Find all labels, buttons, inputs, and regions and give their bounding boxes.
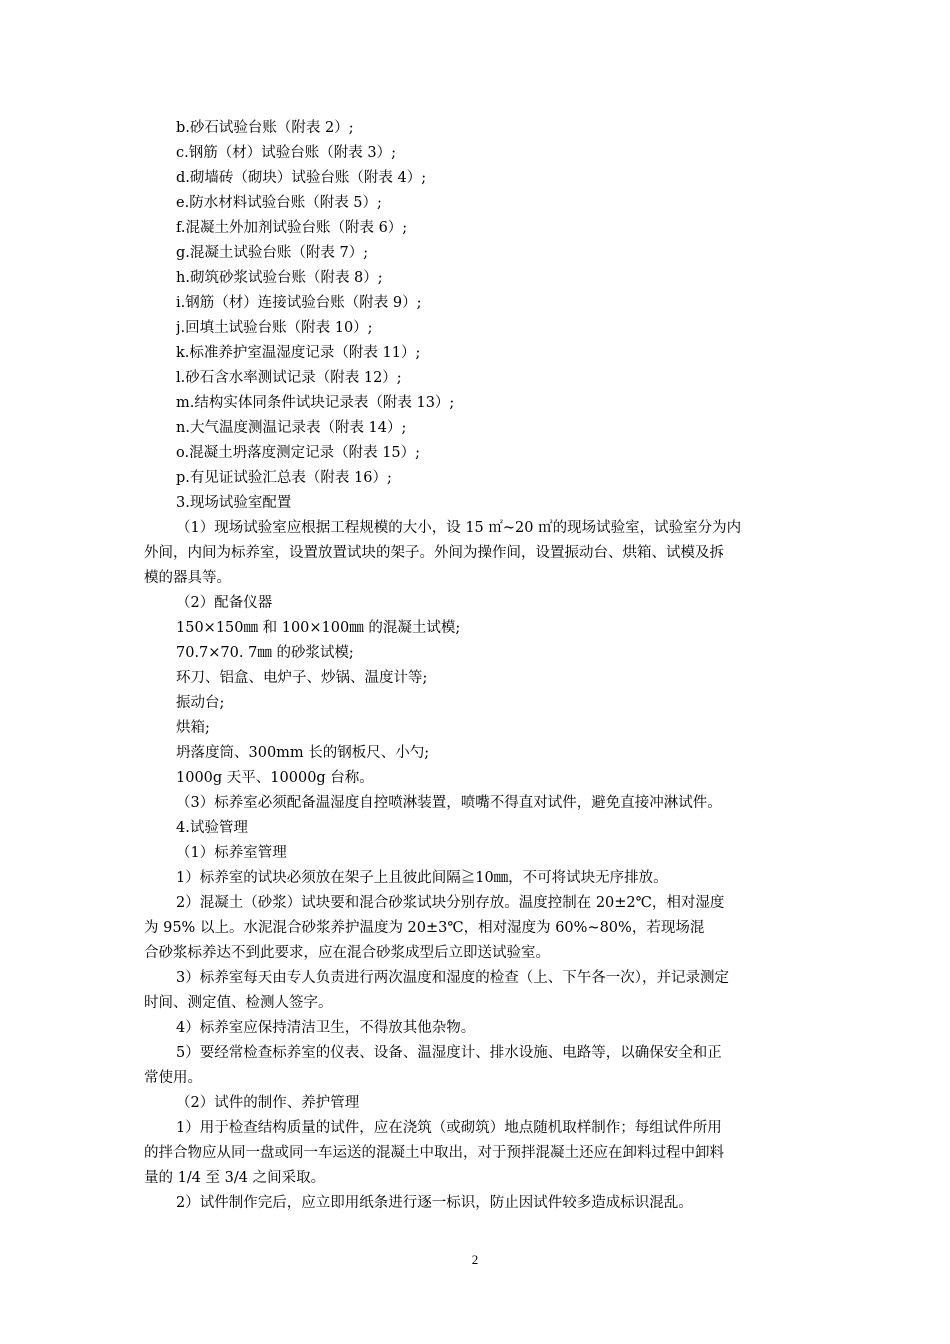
text-line: 时间、测定值、检测人签字。	[144, 995, 333, 1011]
text-line: j.回填土试验台账（附表 10）;	[176, 320, 373, 336]
section-heading: 4.试验管理	[176, 820, 248, 836]
text-line: 的拌合物应从同一盘或同一车运送的混凝土中取出，对于预拌混凝土还应在卸料过程中卸料	[144, 1145, 724, 1161]
subsection-heading: （1）标养室管理	[176, 845, 287, 861]
text-line: 4）标养室应保持清洁卫生，不得放其他杂物。	[176, 1020, 476, 1036]
subsection-heading: （2）试件的制作、养护管理	[176, 1095, 360, 1111]
text-line: 70.7×70. 7㎜ 的砂浆试模;	[176, 645, 354, 661]
text-line: f.混凝土外加剂试验台账（附表 6）;	[176, 220, 408, 236]
page-number: 2	[471, 1252, 479, 1267]
text-line: 坍落度筒、300mm 长的钢板尺、小勺;	[176, 745, 430, 761]
text-line: p.有见证试验汇总表（附表 16）;	[176, 470, 392, 486]
section-heading: 3.现场试验室配置	[176, 495, 292, 511]
text-line: 1000g 天平、10000g 台称。	[176, 770, 374, 786]
text-line: o.混凝土坍落度测定记录（附表 15）;	[176, 445, 421, 461]
text-line: d.砌墙砖（砌块）试验台账（附表 4）;	[176, 170, 427, 186]
text-line: 3）标养室每天由专人负责进行两次温度和湿度的检查（上、下午各一次），并记录测定	[176, 970, 729, 986]
text-line: 合砂浆标养达不到此要求，应在混合砂浆成型后立即送试验室。	[144, 945, 550, 961]
text-line: k.标准养护室温湿度记录（附表 11）;	[176, 345, 421, 361]
text-line: m.结构实体同条件试块记录表（附表 13）;	[176, 395, 455, 411]
text-line: b.砂石试验台账（附表 2）;	[176, 120, 354, 136]
text-line: e.防水材料试验台账（附表 5）;	[176, 195, 382, 211]
text-line: c.钢筋（材）试验台账（附表 3）;	[176, 145, 396, 161]
subsection-heading: （2）配备仪器	[176, 595, 273, 611]
text-line: 2）混凝土（砂浆）试块要和混合砂浆试块分别存放。温度控制在 20±2℃，相对湿度	[176, 895, 725, 911]
text-line: 1）用于检查结构质量的试件，应在浇筑（或砌筑）地点随机取样制作；每组试件所用	[176, 1120, 722, 1136]
text-line: 150×150㎜ 和 100×100㎜ 的混凝土试模;	[176, 620, 461, 636]
text-line: 外间，内间为标养室，设置放置试块的架子。外间为操作间，设置振动台、烘箱、试模及拆	[144, 545, 724, 561]
text-line: 量的 1/4 至 3/4 之间采取。	[144, 1170, 326, 1186]
text-line: 5）要经常检查标养室的仪表、设备、温湿度计、排水设施、电路等，以确保安全和正	[176, 1045, 722, 1061]
text-line: 振动台;	[176, 695, 225, 711]
text-line: 1）标养室的试块必须放在架子上且彼此间隔≧10㎜，不可将试块无序排放。	[176, 870, 668, 886]
text-line: l.砂石含水率测试记录（附表 12）;	[176, 370, 402, 386]
text-line: 环刀、铝盒、电炉子、炒锅、温度计等;	[176, 670, 428, 686]
text-line: （3）标养室必须配备温湿度自控喷淋装置，喷嘴不得直对试件，避免直接冲淋试件。	[176, 795, 722, 811]
text-line: 2）试件制作完后，应立即用纸条进行逐一标识，防止因试件较多造成标识混乱。	[176, 1195, 693, 1211]
text-line: 烘箱;	[176, 720, 210, 736]
text-line: n.大气温度测温记录表（附表 14）;	[176, 420, 407, 436]
text-line: h.砌筑砂浆试验台账（附表 8）;	[176, 270, 383, 286]
text-line: （1）现场试验室应根据工程规模的大小，设 15 ㎡~20 ㎡的现场试验室，试验室分为内	[176, 520, 742, 536]
text-line: 常使用。	[144, 1070, 202, 1086]
text-line: g.混凝土试验台账（附表 7）;	[176, 245, 369, 261]
text-line: i.钢筋（材）连接试验台账（附表 9）;	[176, 295, 422, 311]
text-line: 为 95% 以上。水泥混合砂浆养护温度为 20±3℃，相对湿度为 60%~80%，若现场混	[144, 920, 705, 936]
text-line: 模的器具等。	[144, 570, 231, 586]
